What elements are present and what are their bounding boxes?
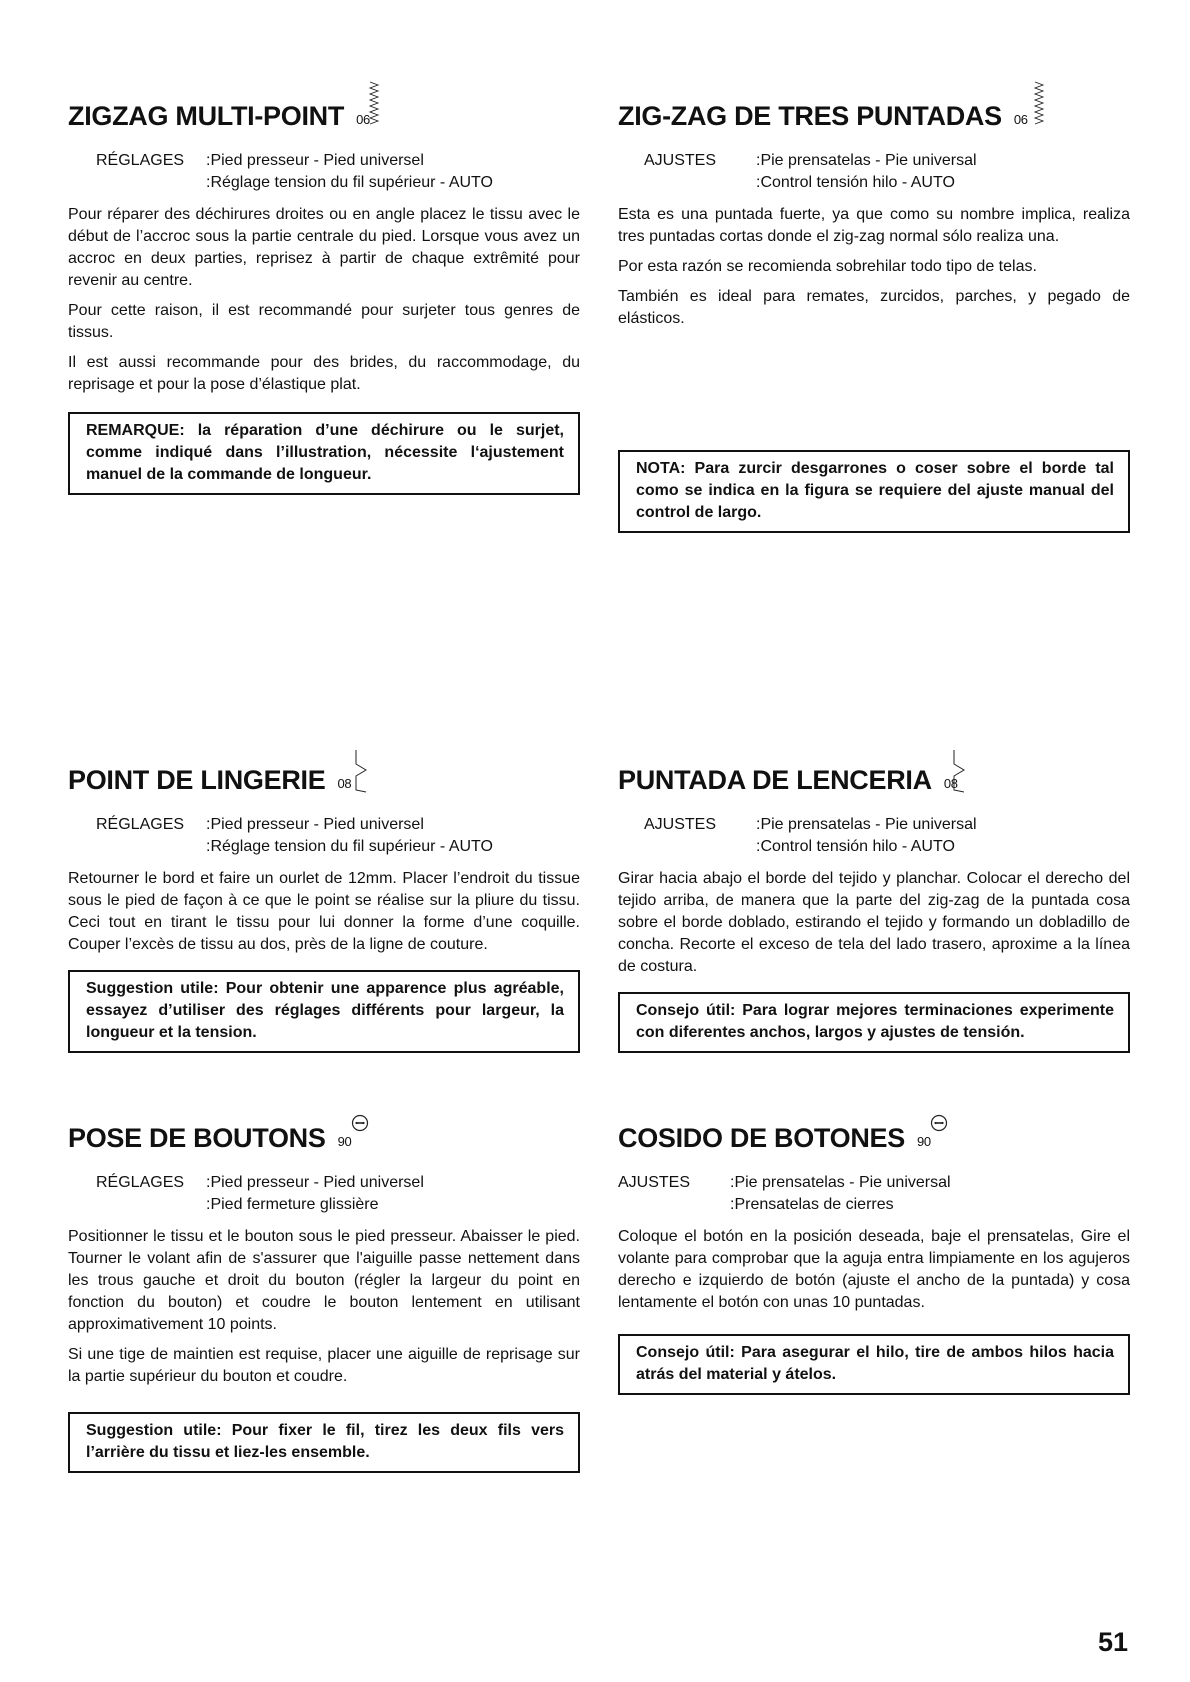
- body-paragraph: Por esta razón se recomienda sobrehilar todo tipo de telas.: [618, 258, 1037, 275]
- setting-value: :Prensatelas de cierres: [730, 1196, 894, 1213]
- setting-row: [68, 836, 580, 858]
- stitch-code: 90: [916, 1134, 931, 1149]
- section-title-row: [618, 100, 1130, 136]
- settings-list: [618, 150, 1130, 194]
- button-sewing-icon: [351, 1114, 369, 1132]
- settings-list: [68, 150, 580, 194]
- setting-value: :Pied presseur - Pied universel: [206, 1174, 424, 1191]
- setting-value: :Pied fermeture glissière: [206, 1196, 379, 1213]
- section-title: ZIGZAG MULTI-POINT 06: [68, 101, 370, 131]
- section-title-row: [618, 764, 1130, 800]
- setting-value: :Pied presseur - Pied universel: [206, 816, 424, 833]
- section-title: POINT DE LINGERIE 08: [68, 765, 352, 795]
- setting-label: AJUSTES: [644, 152, 717, 169]
- stitch-code: 06: [356, 112, 370, 127]
- section-pose-de-boutons: [68, 1122, 580, 1473]
- note-box: NOTA: Para zurcir desgarrones o coser sobre el borde tal como se indica en la figura se requiere del ajuste manual del control de largo.: [618, 450, 1130, 533]
- body-paragraph: Esta es una puntada fuerte, ya que como su nombre implica, realiza tres puntadas cortas donde el zig-zag normal sólo realiza una.: [618, 206, 1130, 245]
- note-box: Suggestion utile: Pour fixer le fil, tirez les deux fils vers l’arrière du tissu et liez-les ensemble.: [68, 1412, 580, 1473]
- setting-label: RÉGLAGES: [96, 1174, 185, 1191]
- setting-value: :Pie prensatelas - Pie universal: [756, 152, 977, 169]
- body-paragraph: Pour réparer des déchirures droites ou en angle placez le tissu avec le début de l’accroc sous la partie centrale du pied. Lorsque vous avez un accroc en deux parties, reprisez à partir de chaque extrêmité pour revenir au centre.: [68, 206, 580, 289]
- section-title-row: [618, 1122, 1130, 1158]
- page-number: 51: [1097, 1627, 1128, 1657]
- setting-label: [618, 172, 756, 194]
- section-title: ZIG-ZAG DE TRES PUNTADAS 06: [618, 101, 1028, 131]
- section-zigzag-multi-point: [68, 100, 580, 495]
- note-box: REMARQUE: la réparation d’une déchirure ou le surjet, comme indiqué dans l’illustration, nécessite l‘ajustement manuel de la commande de longueur.: [68, 412, 580, 495]
- setting-row: [618, 150, 1130, 172]
- body-paragraph: Positionner le tissu et le bouton sous le pied presseur. Abaisser le pied. Tourner le volant afin de s'assurer que l'aiguille passe nettement dans les trous gauche et droit du bouton (régler la largeur du point en fonction du bouton) et coudre le bouton lentement en utilisant approximativement 10 points.: [68, 1228, 580, 1333]
- setting-label: [618, 836, 756, 858]
- setting-row: [68, 1194, 580, 1216]
- setting-value: :Pie prensatelas - Pie universal: [756, 816, 977, 833]
- body-paragraph: Si une tige de maintien est requise, placer une aiguille de reprisage sur la partie supérieur du bouton et coudre.: [68, 1346, 580, 1385]
- setting-value: :Réglage tension du fil supérieur - AUTO: [206, 174, 493, 191]
- setting-value: :Control tensión hilo - AUTO: [756, 838, 955, 855]
- note-box: Consejo útil: Para asegurar el hilo, tire de ambos hilos hacia atrás del material y átelos.: [618, 1334, 1130, 1395]
- setting-label: RÉGLAGES: [96, 816, 185, 833]
- settings-list: [618, 1172, 1130, 1216]
- setting-label: [68, 1194, 206, 1216]
- setting-value: :Réglage tension du fil supérieur - AUTO: [206, 838, 493, 855]
- note-box: Suggestion utile: Pour obtenir une apparence plus agréable, essayez d’utiliser des réglages différents pour largeur, la longueur et la tension.: [68, 970, 580, 1053]
- setting-label: [618, 1194, 730, 1216]
- body-paragraph: Il est aussi recommande pour des brides, du raccommodage, du reprisage et pour la pose d’élastique plat.: [68, 354, 580, 393]
- section-title: COSIDO DE BOTONES 90: [618, 1123, 931, 1153]
- body-paragraph: También es ideal para remates, zurcidos, parches, y pegado de elásticos.: [618, 288, 1130, 327]
- section-title-row: [68, 764, 580, 800]
- setting-value: :Pie prensatelas - Pie universal: [730, 1174, 951, 1191]
- section-point-de-lingerie: [68, 764, 580, 1053]
- section-title: PUNTADA DE LENCERIA 08: [618, 765, 958, 795]
- lingerie-stitch-icon: [950, 746, 968, 794]
- setting-row: [618, 836, 1130, 858]
- setting-value: :Pied presseur - Pied universel: [206, 152, 424, 169]
- note-box: Consejo útil: Para lograr mejores terminaciones experimente con diferentes anchos, largos y ajustes de tensión.: [618, 992, 1130, 1053]
- setting-value: :Control tensión hilo - AUTO: [756, 174, 955, 191]
- body-paragraph: Retourner le bord et faire un ourlet de 12mm. Placer l’endroit du tissue sous le pied de façon à ce que le point se réalise sur la pliure du tissu. Ceci tout en tirant le tissu pour lui donner la forme d’une coquille. Couper l’excès de tissu au dos, près de la ligne de couture.: [68, 870, 580, 953]
- setting-row: [618, 172, 1130, 194]
- setting-row: [618, 814, 1130, 836]
- button-sewing-icon: [930, 1114, 948, 1132]
- setting-label: AJUSTES: [618, 1174, 691, 1191]
- stitch-code: 08: [943, 776, 958, 791]
- setting-label: AJUSTES: [644, 816, 717, 833]
- stitch-code: 06: [1013, 112, 1028, 127]
- triple-zigzag-stitch-icon: [1030, 80, 1048, 128]
- body-paragraph: Girar hacia abajo el borde del tejido y planchar. Colocar el derecho del tejido arriba, de manera que la parte del zig-zag de la puntada cosa sobre el borde doblado, estirando el tejido y formando un dobladillo de concha. Recorte el exceso de tela del lado trasero, aproxime a la línea de costura.: [618, 870, 1130, 975]
- section-title-row: [68, 1122, 580, 1158]
- stitch-code: 90: [337, 1134, 352, 1149]
- section-zig-zag-de-tres-puntadas: [618, 100, 1130, 330]
- setting-row: [68, 172, 580, 194]
- section-title: POSE DE BOUTONS 90: [68, 1123, 352, 1153]
- setting-row: [68, 1172, 580, 1194]
- setting-row: [618, 1194, 1130, 1216]
- setting-label: [68, 172, 206, 194]
- stitch-code: 08: [337, 776, 352, 791]
- body-paragraph: Pour cette raison, il est recommandé pour surjeter tous genres de tissus.: [68, 302, 580, 341]
- section-title-row: [68, 100, 580, 136]
- section-puntada-de-lenceria: [618, 764, 1130, 1053]
- section-cosido-de-botones: [618, 1122, 1130, 1395]
- settings-list: [68, 814, 580, 858]
- setting-label: RÉGLAGES: [96, 152, 185, 169]
- lingerie-stitch-icon: [352, 746, 370, 794]
- settings-list: [68, 1172, 580, 1216]
- settings-list: [618, 814, 1130, 858]
- setting-row: [68, 814, 580, 836]
- setting-row: [618, 1172, 1130, 1194]
- setting-label: [68, 836, 206, 858]
- triple-zigzag-stitch-icon: [365, 80, 383, 128]
- setting-row: [68, 150, 580, 172]
- body-paragraph: Coloque el botón en la posición deseada, baje el prensatelas, Gire el volante para comprobar que la aguja entra limpiamente en los agujeros derecho e izquierdo de botón (ajuste el ancho de la puntada) y cosa lentamente el botón con unas 10 puntadas.: [618, 1228, 1130, 1311]
